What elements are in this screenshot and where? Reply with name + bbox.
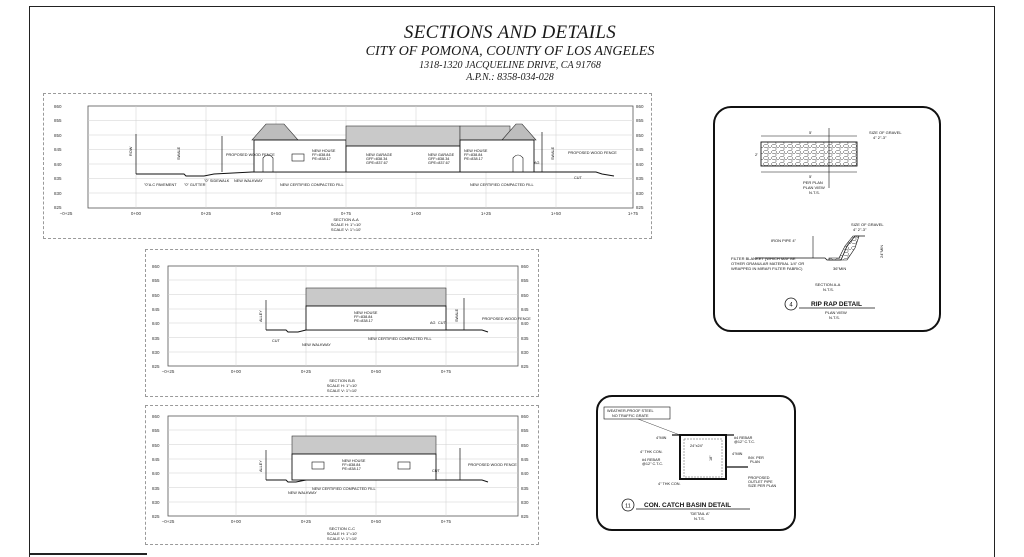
x-tick: 0+25 — [200, 211, 212, 216]
x-tick: 0+50 — [370, 369, 382, 374]
label: 18" — [709, 455, 713, 461]
label: OUTLET PIPE — [748, 480, 773, 484]
label: NEW WALKWAY — [302, 343, 331, 347]
y-tick: 855 — [54, 118, 62, 123]
y-tick: 845 — [54, 147, 62, 152]
y-tick: 830 — [54, 191, 62, 196]
catch-basin-panel — [596, 395, 796, 531]
y-tick: 840 — [54, 162, 62, 167]
sheet-border-left — [29, 6, 30, 557]
label: 4" 2"-3" — [873, 135, 887, 140]
y-tick: 830 — [521, 500, 529, 505]
x-tick: 1+25 — [480, 211, 492, 216]
label: NEW HOUSE — [342, 459, 366, 463]
y-tick: 850 — [521, 443, 529, 448]
y-tick: 825 — [636, 205, 644, 210]
label: 24"MIN — [879, 244, 884, 258]
y-tick: 830 — [152, 350, 160, 355]
y-tick: 860 — [152, 264, 160, 269]
label: 36"MIN — [833, 266, 847, 271]
label: NEW CERTIFIED COMPACTED FILL — [280, 183, 344, 187]
label: PE=838.17 — [312, 157, 331, 161]
sheet-border-right — [994, 6, 995, 557]
section-c-caption — [327, 526, 358, 541]
y-tick: 840 — [521, 471, 529, 476]
label: GFF=838.34 — [428, 157, 450, 161]
section-c-panel — [145, 405, 539, 545]
y-tick: 845 — [152, 457, 160, 462]
section-c-y-labels-left — [152, 414, 160, 519]
label: SWALE — [455, 308, 459, 322]
x-tick: 0+00 — [130, 211, 142, 216]
y-tick: 855 — [152, 278, 160, 283]
y-tick: 825 — [152, 364, 160, 369]
label: ALLEY — [259, 460, 263, 472]
y-tick: 845 — [152, 307, 160, 312]
label: 24"x24" — [690, 444, 704, 448]
scale-h: SCALE H: 1"=10' — [326, 531, 358, 536]
roof — [252, 124, 298, 140]
y-tick: 860 — [152, 414, 160, 419]
label: @12" C.T.C. — [734, 440, 756, 444]
scale-v: SCALE V: 1"=10' — [330, 227, 362, 232]
y-tick: 840 — [152, 471, 160, 476]
x-tick: −0+25 — [161, 369, 175, 374]
section-c-roof — [292, 436, 436, 454]
label: N.T.S. — [823, 287, 834, 292]
title-block — [300, 22, 720, 84]
y-tick: 850 — [54, 133, 62, 138]
label: FILTER BLANKET (WHICH MAY BE — [731, 256, 796, 261]
label: N.T.S. — [809, 190, 820, 195]
y-tick: 855 — [636, 118, 644, 123]
y-tick: 825 — [521, 514, 529, 519]
y-tick: 860 — [636, 104, 644, 109]
catch-basin-nts: N.T.S. — [694, 516, 705, 521]
caption: SECTION C-C — [329, 526, 355, 531]
scale-v: SCALE V: 1"=10' — [326, 388, 358, 393]
caption: SECTION A-A — [333, 217, 359, 222]
catch-basin-drawing — [598, 397, 794, 529]
sheet-border-top — [29, 6, 995, 7]
caption: SECTION B-B — [329, 378, 355, 383]
label: NEW WALKWAY — [234, 179, 263, 183]
x-tick: 0+75 — [440, 369, 452, 374]
y-tick: 830 — [521, 350, 529, 355]
section-c-y-labels-right — [521, 414, 529, 519]
label: FF=838.84 — [464, 153, 483, 157]
label: SWALE — [551, 146, 555, 160]
label: "0" SIDEWALK — [204, 179, 230, 183]
label: NEW CERTIFIED COMPACTED FILL — [368, 337, 432, 341]
label: 4"MIN — [656, 436, 667, 440]
label: PROPOSED WOOD FENCE — [468, 463, 517, 467]
x-tick: 0+00 — [230, 369, 242, 374]
y-tick: 860 — [521, 264, 529, 269]
x-tick: 1+75 — [627, 211, 639, 216]
label: AG — [534, 161, 540, 165]
label: NEW CERTIFIED COMPACTED FILL — [470, 183, 534, 187]
y-tick: 835 — [152, 336, 160, 341]
label: PROPOSED WOOD FENCE — [482, 317, 531, 321]
label: SIZE OF GRAVEL — [851, 222, 884, 227]
label: OTHER GRANULAR MATERIAL 1/4" OR — [731, 261, 805, 266]
label: 4" 2"-3" — [853, 227, 867, 232]
label: PER PLAN — [803, 180, 823, 185]
y-tick: 825 — [54, 205, 62, 210]
y-tick: 840 — [636, 162, 644, 167]
section-a-y-labels-right — [636, 104, 644, 210]
section-b-house — [306, 306, 446, 330]
y-tick: 835 — [152, 486, 160, 491]
label: PE=838.17 — [354, 319, 373, 323]
sheet-apn: A.P.N.: 8358-034-028 — [466, 72, 554, 83]
y-tick: 835 — [636, 176, 644, 181]
label: AG — [430, 321, 436, 325]
label: PROPOSED WOOD FENCE — [226, 153, 275, 157]
scale-h: SCALE H: 1"=10' — [326, 383, 358, 388]
scale-v: SCALE V: 1"=10' — [326, 536, 358, 541]
label: PE=838.17 — [464, 157, 483, 161]
label: 5' — [809, 174, 812, 179]
label: CUT — [272, 339, 280, 343]
y-tick: 830 — [636, 191, 644, 196]
section-b-x-labels — [162, 369, 452, 374]
y-tick: 835 — [521, 486, 529, 491]
y-tick: 840 — [521, 321, 529, 326]
riprap-detail-panel — [713, 106, 941, 332]
catch-basin-detail: "DETAIL A" — [690, 511, 710, 516]
y-tick: 855 — [521, 428, 529, 433]
sheet-city: CITY OF POMONA, COUNTY OF LOS ANGELES — [365, 44, 655, 59]
grate-note-line1: WEATHER-PROOF STEEL — [607, 409, 654, 413]
label: NEW HOUSE — [464, 149, 488, 153]
label: NEW GARAGE — [428, 153, 455, 157]
y-tick: 845 — [521, 307, 529, 312]
section-a-caption — [331, 217, 362, 232]
label: SIZE OF GRAVEL — [869, 130, 902, 135]
label: WRAPPED IN MIRAFI FILTER FABRIC) — [731, 266, 803, 271]
label: NEW HOUSE — [312, 149, 336, 153]
y-tick: 845 — [636, 147, 644, 152]
riprap-section-gravel — [829, 236, 859, 260]
section-a-ground — [136, 172, 614, 176]
riprap-plan-gravel — [761, 142, 857, 166]
section-b-panel — [145, 249, 539, 397]
y-tick: 855 — [521, 278, 529, 283]
label: GPE=837.67 — [366, 161, 388, 165]
y-tick: 850 — [152, 443, 160, 448]
y-tick: 850 — [636, 133, 644, 138]
y-tick: 850 — [521, 293, 529, 298]
label: "0" GUTTER — [184, 183, 206, 187]
x-tick: 0+25 — [300, 369, 312, 374]
label: @12" C.T.C. — [642, 462, 664, 466]
leader — [638, 419, 680, 435]
y-tick: 830 — [152, 500, 160, 505]
label: PROPOSED — [748, 476, 770, 480]
section-a-panel — [43, 93, 652, 239]
y-tick: 825 — [521, 364, 529, 369]
label: FF=838.84 — [342, 463, 361, 467]
label: ROW — [129, 146, 133, 156]
detail-number: 11 — [625, 503, 631, 510]
label: NEW WALKWAY — [288, 491, 317, 495]
section-b-roof — [306, 288, 446, 306]
x-tick: −0+25 — [59, 211, 73, 216]
riprap-sub2: N.T.S. — [829, 315, 840, 320]
riprap-section-labels — [731, 222, 884, 292]
y-tick: 825 — [152, 514, 160, 519]
label: 4"MIN — [732, 452, 743, 456]
section-c-x-labels — [162, 519, 452, 524]
label: FF=838.84 — [312, 153, 331, 157]
label: 5' — [809, 130, 812, 135]
y-tick: 845 — [521, 457, 529, 462]
label: PE=838.17 — [342, 467, 361, 471]
label: GPE=837.67 — [428, 161, 450, 165]
section-b-y-labels-left — [152, 264, 160, 369]
x-tick: 0+00 — [230, 519, 242, 524]
label: PROPOSED WOOD FENCE — [568, 151, 617, 155]
label: SECTION A-A — [815, 282, 841, 287]
label: CUT — [574, 176, 582, 180]
y-tick: 860 — [521, 414, 529, 419]
x-tick: −0+25 — [161, 519, 175, 524]
grate-note-line2: NO TRAFFIC GRATE — [612, 414, 649, 418]
sheet-title: SECTIONS AND DETAILS — [403, 22, 617, 43]
label: PLAN VIEW — [803, 185, 825, 190]
x-tick: 0+75 — [340, 211, 352, 216]
riprap-drawing — [715, 108, 939, 330]
label: NEW CERTIFIED COMPACTED FILL — [312, 487, 376, 491]
section-c-drawing — [146, 406, 538, 544]
section-b-drawing — [146, 250, 538, 396]
x-tick: 1+00 — [410, 211, 422, 216]
label: FF=838.84 — [354, 315, 373, 319]
section-b-caption — [327, 378, 358, 393]
y-tick: 840 — [152, 321, 160, 326]
label: GFF=838.34 — [366, 157, 388, 161]
label: IRON PIPE 4" — [771, 238, 796, 243]
y-tick: 855 — [152, 428, 160, 433]
section-c-house — [292, 454, 436, 480]
label: #4 REBAR — [734, 436, 753, 440]
label: INV. PER — [748, 456, 764, 460]
y-tick: 850 — [152, 293, 160, 298]
label: PLAN — [750, 460, 760, 464]
x-tick: 1+50 — [550, 211, 562, 216]
y-tick: 860 — [54, 104, 62, 109]
sheet-address: 1318-1320 JACQUELINE DRIVE, CA 91768 — [419, 60, 601, 71]
x-tick: 0+25 — [300, 519, 312, 524]
riprap-title: RIP RAP DETAIL — [811, 301, 862, 308]
section-a-x-labels — [60, 211, 639, 216]
label: SIZE PER PLAN — [748, 484, 777, 488]
y-tick: 835 — [54, 176, 62, 181]
label: 2' — [755, 152, 758, 157]
catch-basin-title: CON. CATCH BASIN DETAIL — [644, 502, 732, 509]
label: NEW HOUSE — [354, 311, 378, 315]
label: CUT — [438, 321, 446, 325]
x-tick: 0+50 — [370, 519, 382, 524]
scale-h: SCALE H: 1"=10' — [330, 222, 362, 227]
label: 4" THK CON. — [658, 482, 681, 486]
label: CUT — [432, 469, 440, 473]
sheet-border-bottom-stub — [29, 553, 147, 555]
y-tick: 835 — [521, 336, 529, 341]
label: SWALE — [177, 146, 181, 160]
riprap-sub1: PLAN VIEW — [825, 310, 847, 315]
label: "0"A.C PAVEMENT — [144, 183, 177, 187]
label: 4" THK CON. — [640, 450, 663, 454]
section-a-house-right — [460, 124, 536, 172]
x-tick: 0+50 — [270, 211, 282, 216]
label: #4 REBAR — [642, 458, 661, 462]
detail-number: 4 — [789, 302, 793, 309]
label: NEW GARAGE — [366, 153, 393, 157]
x-tick: 0+75 — [440, 519, 452, 524]
section-a-y-labels-left — [54, 104, 62, 210]
section-a-drawing — [44, 94, 651, 238]
basin-wall — [680, 435, 726, 479]
label: ALLEY — [259, 310, 263, 322]
